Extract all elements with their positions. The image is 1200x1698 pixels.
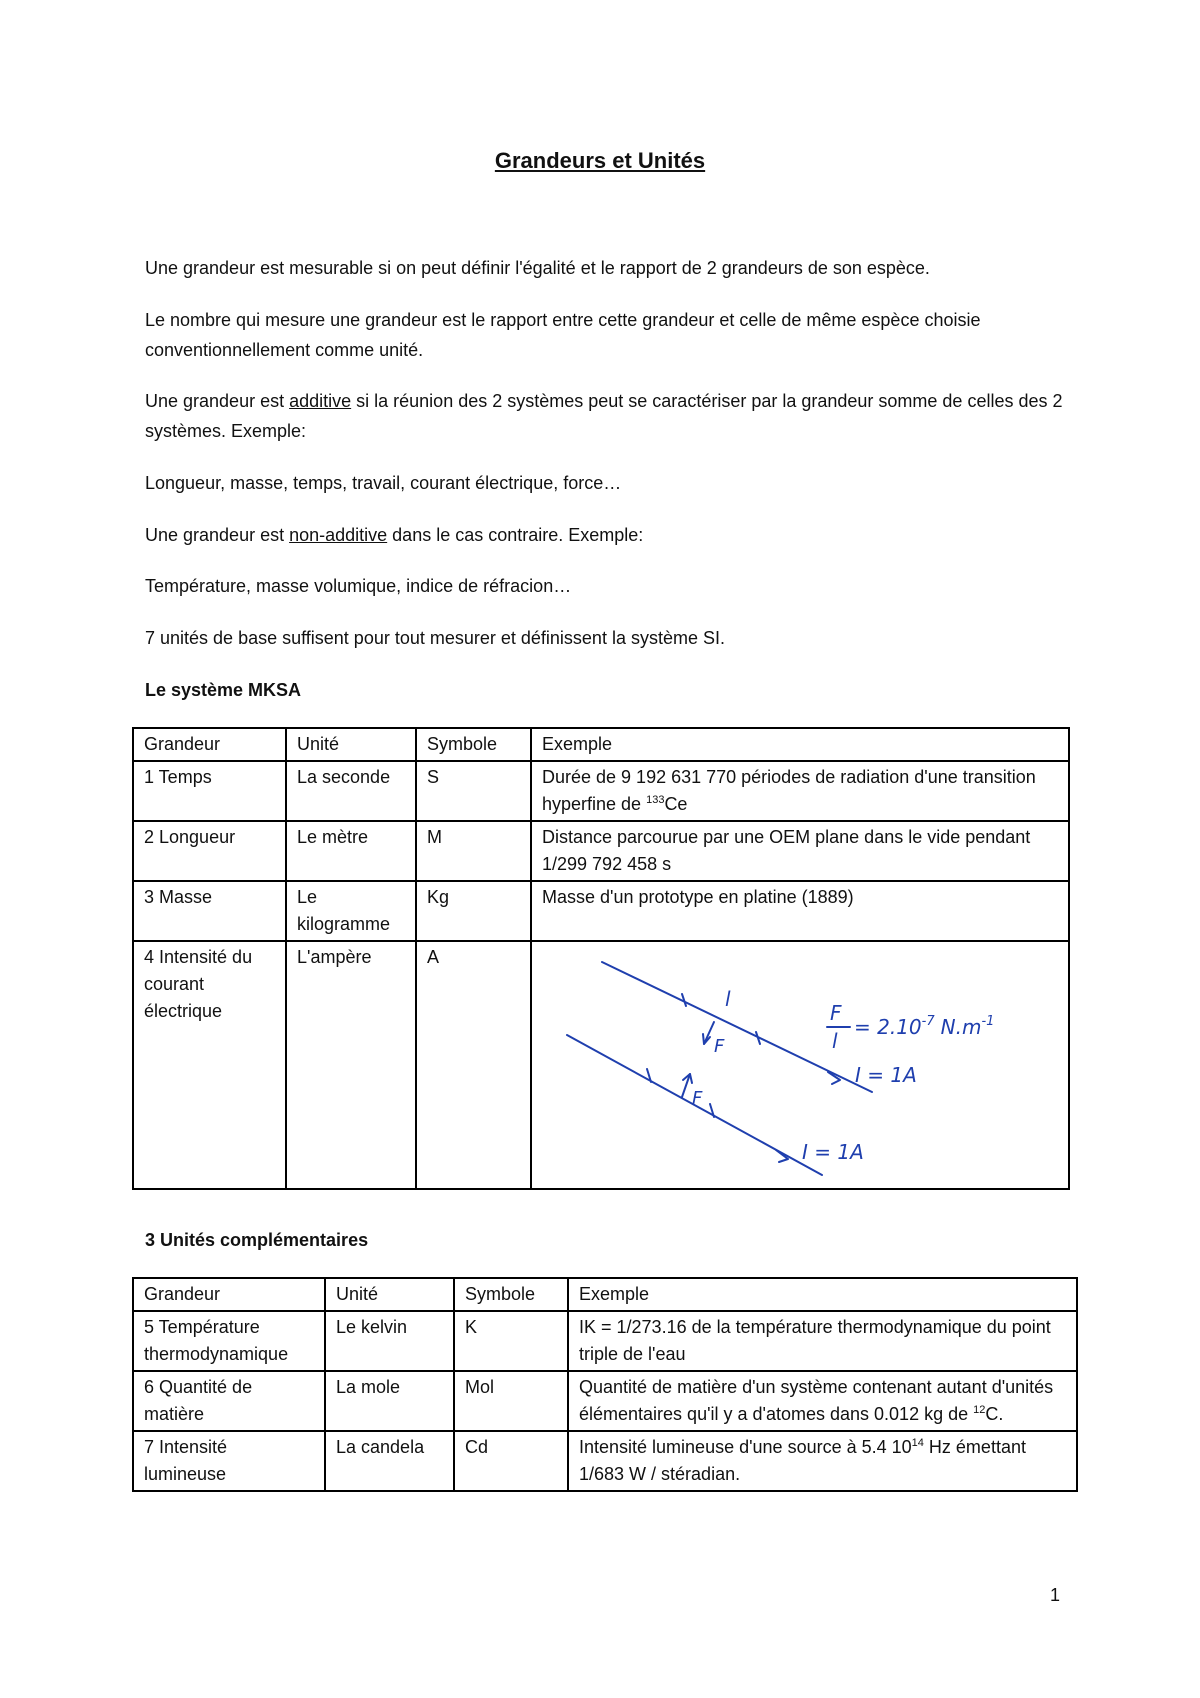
formula-exponent: -7 (921, 1014, 935, 1029)
cell-exemple: Distance parcourue par une OEM plane dans le vide pendant 1/299 792 458 s (531, 821, 1069, 881)
cell-exemple: Masse d'un prototype en platine (1889) (531, 881, 1069, 941)
header-grandeur: Grandeur (133, 728, 286, 761)
table-header-row (133, 728, 1069, 761)
table-row (133, 941, 1069, 1189)
text-segment: Ce (664, 794, 688, 814)
cell-grandeur: 5 Température thermodynamique (133, 1311, 325, 1371)
formula-value (854, 1014, 994, 1039)
cell-unite: La seconde (286, 761, 416, 821)
superscript: 133 (646, 794, 665, 806)
cell-exemple: IK = 1/273.16 de la température thermodynamique du point triple de l'eau (568, 1311, 1077, 1371)
text-segment: Quantité de matière d'un système contenant autant d'unités élémentaires qu'il y a d'atomes dans 0.012 kg de (579, 1377, 1054, 1424)
formula-numerator: F (830, 1001, 842, 1025)
term-additive: additive (289, 391, 352, 411)
cell-symbole: K (454, 1311, 568, 1371)
table-mksa (132, 727, 1070, 1190)
cell-unite: Le kilogramme (286, 881, 416, 941)
formula-denominator: l (832, 1029, 838, 1053)
table-row (133, 761, 1069, 821)
paragraph-exemples-additive: Longueur, masse, temps, travail, courant électrique, force… (145, 473, 622, 493)
header-exemple: Exemple (531, 728, 1069, 761)
cell-grandeur: 4 Intensité du courant électrique (133, 941, 286, 1189)
text-segment: Intensité lumineuse d'une source à 5.4 10 (579, 1437, 912, 1457)
header-unite: Unité (286, 728, 416, 761)
paragraph-unites-base: 7 unités de base suffisent pour tout mesurer et définissent la système SI. (145, 628, 725, 648)
text-segment: Durée de 9 192 631 770 périodes de radiation d'une transition hyperfine de (542, 767, 1036, 814)
header-symbole: Symbole (416, 728, 531, 761)
paragraph-non-additive (145, 520, 1065, 550)
ampere-diagram (532, 942, 1068, 1186)
label-force-top: F (714, 1036, 725, 1057)
formula-unit-exponent: -1 (981, 1014, 995, 1029)
label-current-top: I = 1A (855, 1063, 917, 1087)
table-row (133, 1311, 1077, 1371)
page-number: 1 (1050, 1585, 1061, 1605)
formula-rhs: = 2.10 (854, 1015, 922, 1039)
table-row (133, 1371, 1077, 1431)
superscript: 12 (973, 1404, 986, 1416)
text-segment: Une grandeur est (145, 525, 290, 545)
cell-grandeur: 1 Temps (133, 761, 286, 821)
cell-symbole: S (416, 761, 531, 821)
heading-unites-complementaires: 3 Unités complémentaires (145, 1230, 369, 1250)
text-segment: C. (985, 1404, 1004, 1424)
table-header-row (133, 1278, 1077, 1311)
cell-symbole: Kg (416, 881, 531, 941)
header-symbole: Symbole (454, 1278, 568, 1311)
cell-symbole: A (416, 941, 531, 1189)
table-row (133, 821, 1069, 881)
cell-grandeur: 2 Longueur (133, 821, 286, 881)
cell-diagram (531, 941, 1069, 1189)
table-row (133, 881, 1069, 941)
force-arrow-top (704, 1022, 714, 1044)
cell-unite: La candela (325, 1431, 454, 1491)
label-length: l (725, 987, 731, 1011)
header-exemple: Exemple (568, 1278, 1077, 1311)
text-segment: si la réunion des 2 systèmes peut se caractériser par la grandeur somme de celles des 2 systèmes. Exemple: (145, 391, 1063, 441)
table-row (133, 1431, 1077, 1491)
cell-symbole: Cd (454, 1431, 568, 1491)
table-unites-complementaires (132, 1277, 1078, 1492)
header-grandeur: Grandeur (133, 1278, 325, 1311)
paragraph-exemples-non-additive: Température, masse volumique, indice de réfracion… (145, 576, 572, 596)
cell-unite: La mole (325, 1371, 454, 1431)
formula-unit: N.m (940, 1015, 982, 1039)
label-current-bottom: I = 1A (802, 1140, 864, 1164)
cell-unite: L'ampère (286, 941, 416, 1189)
text-segment: Hz émettant 1/683 W / stéradian. (579, 1437, 1026, 1484)
cell-exemple (531, 761, 1069, 821)
text-segment: Une grandeur est (145, 391, 290, 411)
page-title: Grandeurs et Unités (494, 148, 706, 173)
paragraph-nombre: Le nombre qui mesure une grandeur est le rapport entre cette grandeur et celle de même espèce choisie conventionnellement comme unité. (145, 310, 981, 360)
cell-symbole: Mol (454, 1371, 568, 1431)
cell-grandeur: 7 Intensité lumineuse (133, 1431, 325, 1491)
text-segment: dans le cas contraire. Exemple: (387, 525, 644, 545)
header-unite: Unité (325, 1278, 454, 1311)
cell-exemple (568, 1431, 1077, 1491)
cell-symbole: M (416, 821, 531, 881)
cell-exemple (568, 1371, 1077, 1431)
cell-grandeur: 6 Quantité de matière (133, 1371, 325, 1431)
superscript: 14 (911, 1437, 924, 1449)
heading-mksa: Le système MKSA (145, 680, 302, 700)
paragraph-additive (145, 386, 1065, 446)
cell-grandeur: 3 Masse (133, 881, 286, 941)
paragraph-mesurable: Une grandeur est mesurable si on peut définir l'égalité et le rapport de 2 grandeurs de son espèce. (145, 258, 930, 278)
term-non-additive: non-additive (289, 525, 388, 545)
cell-unite: Le mètre (286, 821, 416, 881)
cell-unite: Le kelvin (325, 1311, 454, 1371)
label-force-bottom: F (692, 1088, 703, 1109)
